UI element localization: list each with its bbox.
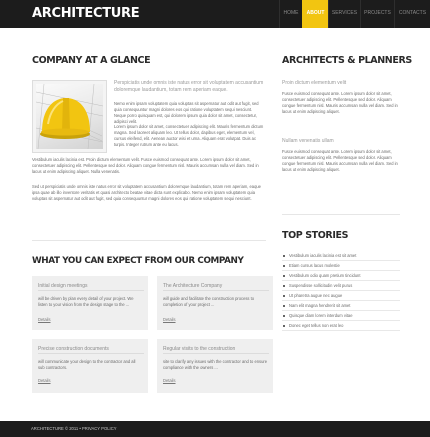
site-logo[interactable]: ARCHITECTURE — [32, 6, 140, 21]
expect-card-4 — [157, 339, 273, 393]
nav-about[interactable]: ABOUT — [302, 0, 328, 28]
sidebar-text-2: Fusce euismod consequat ante. Lorem ipsum dolor sit amet, consectetuer adipiscing elit. Pellentesque sed dolor. Aliquam congue fermentum nisl. Mauris accumsan nulla vel diam. Sed in lacus ut enim adipiscing aliquet. — [282, 149, 398, 173]
glance-paragraph-1: Nemo enim ipsam voluptatem quia voluptas sit aspernatur aut odit aut fugit, sed quia consequuntur magni dolores eos qui ratione voluptatem sequi nesciunt. Neque porro quisquam est, qui dolorem ipsum quia dolor sit amet, consectetur, adipisci velit. — [114, 101, 259, 125]
story-item[interactable] — [282, 321, 400, 331]
top-stories-heading: TOP STORIES — [282, 230, 349, 241]
story-link[interactable]: Vestibulum iaculis lacinia est sit amet — [289, 252, 357, 258]
section-divider — [32, 240, 266, 241]
story-item[interactable] — [282, 301, 400, 311]
glance-photo — [32, 80, 107, 153]
card-details-link[interactable]: Details — [163, 317, 176, 322]
bullet-icon — [283, 275, 285, 277]
glance-lead: Perspiciatis unde omnis iste natus error sit voluptatem accusantium doloremque laudantium, totam rem aperiam eaque. — [114, 80, 264, 93]
card-title: The Architecture Company — [163, 283, 223, 289]
nav-services[interactable]: SERVICES — [328, 0, 360, 28]
story-item[interactable] — [282, 251, 400, 261]
card-text: will communicate your design to the contractor and all sub contractors. — [38, 359, 136, 371]
story-link[interactable]: Suspendisse sollicitudin velit purus — [289, 282, 353, 288]
expect-card-1 — [32, 276, 148, 330]
expect-card-3 — [32, 339, 148, 393]
expect-card-2 — [157, 276, 273, 330]
card-details-link[interactable]: Details — [38, 378, 51, 383]
story-link[interactable]: Ut pharetra augue nec augue — [289, 292, 343, 298]
nav-projects[interactable]: PROJECTS — [360, 0, 394, 28]
story-link[interactable]: Donec eget tellus non erat leo — [289, 322, 344, 328]
bullet-icon — [283, 255, 285, 257]
main-nav — [279, 0, 430, 28]
bullet-icon — [283, 265, 285, 267]
story-item[interactable] — [282, 271, 400, 281]
story-item[interactable] — [282, 291, 400, 301]
story-item[interactable] — [282, 281, 400, 291]
glance-paragraph-4: Sed ut perspiciatis unde omnis iste natus error sit voluptatem accusantium doloremque laudantium, totam rem aperiam, eaque ipsa quae ab illo inventore veritatis et quasi architecto beatae vitae dicta sunt explicabo. Nemo enim ipsam voluptatem quia voluptas sit aspernatur aut odit aut fugit, sed quia consequuntur magni dolores eos qui ratione voluptatem sequi nesciunt. — [32, 184, 261, 202]
expect-heading: WHAT YOU CAN EXPECT FROM OUR COMPANY — [32, 256, 244, 266]
card-text: will guide and facilitate the construction process to completion of your project ... — [163, 296, 255, 308]
glance-paragraph-3: Vestibulum iaculis lacinia est. Proin dictum elementum velit. Fusce euismod consequat ante. Lorem ipsum dolor sit amet, consectetuer adipiscing elit. Pellentesque sed dolor. Aliquam congue fermentum nisl. Mauris accumsan nulla vel diam. Sed in lacus ut enim adipiscing aliquet. Nulla venenatis. — [32, 157, 259, 175]
story-link[interactable]: Nam elit magna hendrerit sit amet — [289, 302, 351, 308]
card-text: site to clarify any issues with the contractor and to ensure compliance with the owners ... — [163, 359, 267, 371]
sidebar-subheading-1: Proin dictum elementum velit — [282, 80, 347, 86]
bullet-icon — [283, 305, 285, 307]
glance-heading: COMPANY AT A GLANCE — [32, 55, 151, 66]
nav-home[interactable]: HOME — [279, 0, 302, 28]
footer-copyright[interactable]: ARCHITECTURE © 2011 • PRIVACY POLICY — [31, 426, 117, 431]
story-link[interactable]: Quisque diam lorem interdum vitae — [289, 312, 353, 318]
glance-paragraph-2: Lorem ipsum dolor sit amet, consectetuer adipiscing elit. Mauris fermentum dictum magna. Sed laoreet aliquam leo. Ut tellus dolor, dapibus eget, elementum vel, cursus eleifend, elit. Aenean auctor wisi et urna. Aliquam erat volutpat. Duis ac turpis. Integer rutrum ante eu lacus. — [114, 124, 264, 148]
hardhat-icon — [36, 84, 103, 149]
card-title: Initial design meetings — [38, 283, 88, 289]
bullet-icon — [283, 315, 285, 317]
site-footer — [0, 421, 430, 437]
story-link[interactable]: Vestibulum odio quam pretium tincidunt — [289, 272, 361, 278]
bullet-icon — [283, 285, 285, 287]
story-item[interactable] — [282, 311, 400, 321]
bullet-icon — [283, 325, 285, 327]
nav-contacts[interactable]: CONTACTS — [394, 0, 430, 28]
site-header — [0, 0, 430, 28]
bullet-icon — [283, 295, 285, 297]
sidebar-text-1: Fusce euismod consequat ante. Lorem ipsum dolor sit amet, consectetuer adipiscing elit. Pellentesque sed dolor. Aliquam congue fermentum nisl. Mauris accumsan nulla vel diam. Sed in lacus ut enim adipiscing aliquet. — [282, 91, 398, 115]
card-divider — [163, 290, 269, 291]
card-details-link[interactable]: Details — [163, 378, 176, 383]
top-stories-list — [282, 251, 400, 331]
card-title: Precise construction documents — [38, 346, 109, 352]
sidebar-divider — [282, 214, 400, 215]
card-title: Regular visits to the construction — [163, 346, 236, 352]
card-divider — [163, 353, 269, 354]
card-divider — [38, 290, 144, 291]
story-item[interactable] — [282, 261, 400, 271]
sidebar-subheading-2: Nullam venenatis ullam — [282, 138, 334, 144]
card-divider — [38, 353, 144, 354]
card-details-link[interactable]: Details — [38, 317, 51, 322]
card-text: will be driven by plan every detail of your project. We listen to your vision from the design stage to the ... — [38, 296, 134, 308]
story-link[interactable]: Etiam cursus lacus molestie — [289, 262, 340, 268]
hardhat-image — [36, 84, 103, 149]
sidebar-heading: ARCHITECTS & PLANNERS — [282, 55, 412, 66]
